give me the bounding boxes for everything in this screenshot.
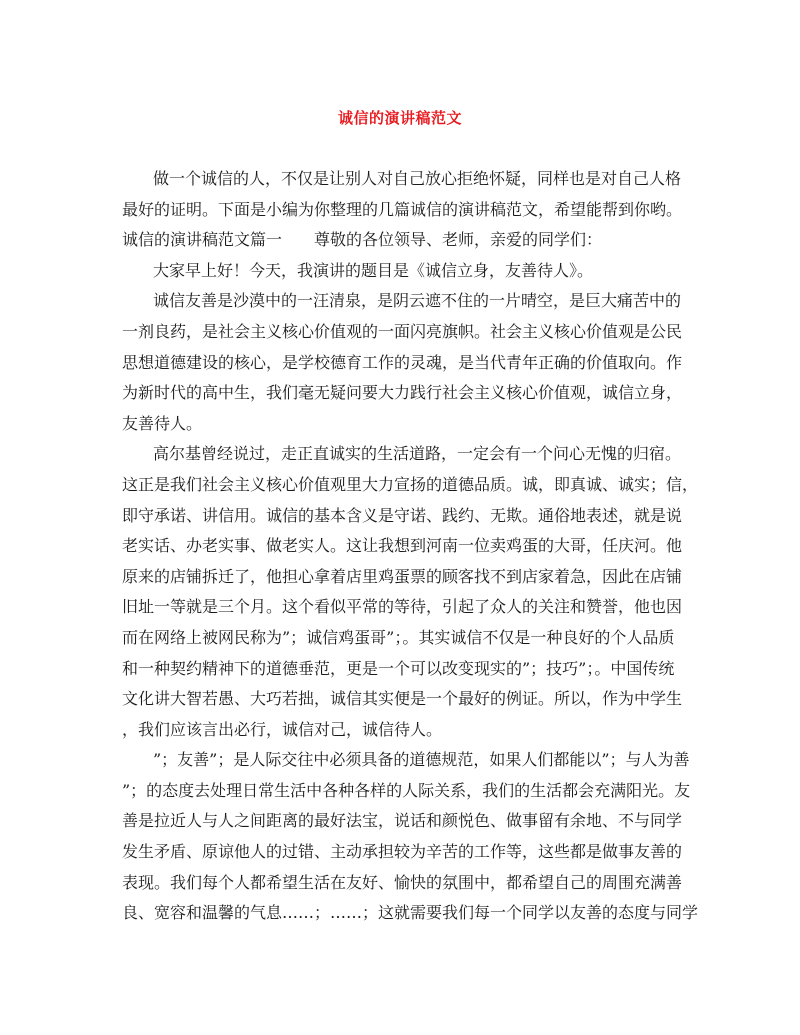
body-text-line: 而在网络上被网民称为”；诚信鸡蛋哥”；。其实诚信不仅是一种良好的个人品质 xyxy=(122,627,675,647)
body-text-line: 表现。我们每个人都希望生活在友好、愉快的氛围中，都希望自己的周围充满善 xyxy=(122,872,683,892)
body-text-line: 善是拉近人与人之间距离的最好法宝，说话和颜悦色、做事留有余地、不与同学 xyxy=(122,811,683,831)
body-text-line: 旧址一等就是三个月。这个看似平常的等待，引起了众人的关注和赞誉，他也因 xyxy=(122,597,683,617)
document-title: 诚信的演讲稿范文 xyxy=(337,109,462,127)
body-text-line: 最好的证明。下面是小编为你整理的几篇诚信的演讲稿范文，希望能帮到你哟。 xyxy=(122,199,683,219)
body-text-line: 做一个诚信的人，不仅是让别人对自己放心拒绝怀疑，同样也是对自己人格 xyxy=(153,169,682,188)
body-text-line: 老实话、办老实事、做老实人。这让我想到河南一位卖鸡蛋的大哥，任庆河。他 xyxy=(122,536,683,556)
body-text-line: 这正是我们社会主义核心价值观里大力宣扬的道德品质。诚，即真诚、诚实；信， xyxy=(122,474,699,494)
body-text-line: 友善待人。 xyxy=(122,413,203,433)
body-text-line: 诚信的演讲稿范文篇一 尊敬的各位领导、老师，亲爱的同学们： xyxy=(122,230,603,250)
body-text-line: 诚信友善是沙漠中的一汪清泉，是阴云遮不住的一片晴空，是巨大痛苦中的 xyxy=(153,291,682,311)
body-text-line: ，我们应该言出必行，诚信对己，诚信待人。 xyxy=(122,719,443,739)
body-text-line: 大家早上好！今天，我演讲的题目是《诚信立身，友善待人》。 xyxy=(153,260,594,280)
document-body xyxy=(122,164,699,929)
body-text-line: 高尔基曾经说过，走正直诚实的生活道路，一定会有一个问心无愧的归宿。 xyxy=(153,444,682,464)
body-text-line: ”；的态度去处理日常生活中各种各样的人际关系，我们的生活都会充满阳光。友 xyxy=(122,780,691,800)
body-text-line: 即守承诺、讲信用。诚信的基本含义是守诺、践约、无欺。通俗地表述，就是说 xyxy=(122,505,683,525)
body-text-line: 为新时代的高中生，我们毫无疑问要大力践行社会主义核心价值观，诚信立身， xyxy=(122,383,683,403)
body-text-line: 原来的店铺拆迁了，他担心拿着店里鸡蛋票的顾客找不到店家着急，因此在店铺 xyxy=(122,566,683,586)
body-text-line: 思想道德建设的核心，是学校德育工作的灵魂，是当代青年正确的价值取向。作 xyxy=(122,352,683,372)
body-text-line: 良、宽容和温馨的气息……；……；这就需要我们每一个同学以友善的态度与同学 xyxy=(122,903,699,923)
body-text-line: 一剂良药，是社会主义核心价值观的一面闪亮旗帜。社会主义核心价值观是公民 xyxy=(122,321,683,341)
body-text-line: ”；友善”；是人际交往中必须具备的道德规范，如果人们都能以”；与人为善 xyxy=(153,750,690,770)
body-text-line: 发生矛盾、原谅他人的过错、主动承担较为辛苦的工作等，这些都是做事友善的 xyxy=(122,842,683,862)
body-text-line: 和一种契约精神下的道德垂范，更是一个可以改变现实的”；技巧”；。中国传统 xyxy=(122,658,675,678)
body-text-line: 文化讲大智若愚、大巧若拙，诚信其实便是一个最好的例证。所以，作为中学生 xyxy=(122,689,683,709)
